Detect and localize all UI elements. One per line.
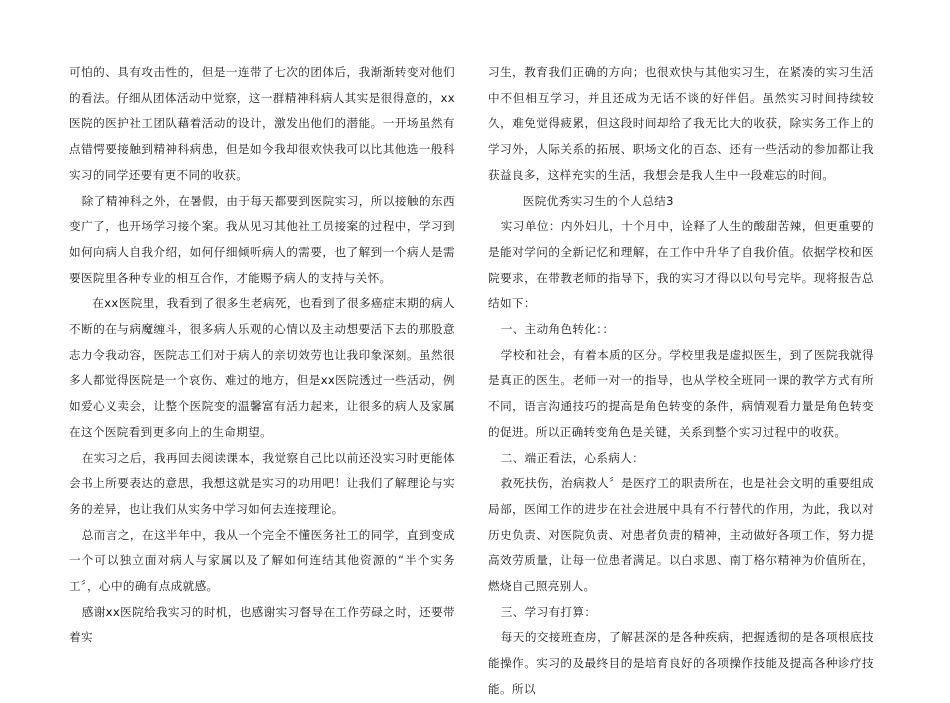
paragraph: 可怕的、具有攻击性的，但是一连带了七次的团体后，我渐渐转变对他们的看法。仔细从团体活动中觉察，这一群精神科病人其实是很得意的，xx医院的医护社工团队藉着活动的设计，激发出他们的潜能。一开场虽然有点错愕要接触到精神科病患，但是如今我却很欢快我可以比其他选一般科实习的同学还要有更不同的收获。 — [69, 65, 455, 182]
paragraph: 在实习之后，我再回去阅读课本，我觉察自己比以前还没实习时更能体会书上所要表达的意思，我想这就是实习的功用吧！让我们了解理论与实务的差异，也让我们从实务中学习如何去连接理论。 — [69, 450, 455, 516]
right-column — [488, 60, 874, 703]
paragraph: 实习单位：内外妇儿，十个月中，诠释了人生的酸甜苦辣，但更重要的是能对学问的全新记忆和理解，在工作中升华了自我价值。依据学校和医院要求，在带教老师的指导下，我的实习才得以以句号完毕。现将报告总结如下： — [488, 219, 874, 311]
paragraph: 救死扶伤，治病救人〞是医疗工的职责所在，也是社会文明的重要组成局部，医闻工作的进步在社会进展中具有不行替代的作用，为此，我以对历史负责、对医院负责、对患者负责的精神，主动做好各项工作，努力提高效劳质量，让每一位患者满足。以白求恩、南丁格尔精神为价值所在，燃烧自己照亮别人。 — [488, 476, 874, 594]
paragraph: 习生，教育我们正确的方向；也很欢快与其他实习生，在紧凑的实习生活中不但相互学习，并且还成为无话不谈的好伴侣。虽然实习时间持续较久，难免觉得疲累，但这段时间却给了我无比大的收获，除实务工作上的学习外，人际关系的拓展、职场文化的百态、还有一些活动的参加都让我获益良多，这样充实的生活，我想会是我人生中一段难忘的时间。 — [488, 65, 874, 182]
section-heading: 二、端正看法，心系病人： — [500, 450, 645, 465]
section-heading: 一、主动角色转化：： — [500, 322, 615, 337]
paragraph: 在xx医院里，我看到了很多生老病死，也看到了很多癌症末期的病人不断的在与病魔缠斗，很多病人乐观的心情以及主动想要活下去的那股意志力令我动容，医院志工们对于病人的亲切效劳也让我印象深刻。虽然很多人都觉得医院是一个哀伤、难过的地方，但是xx医院透过一些活动，例如爱心义卖会，让整个医院变的温馨富有活力起来，让很多的病人及家属在这个医院看到更多向上的生命期望。 — [69, 296, 455, 439]
paragraph: 总而言之，在这半年中，我从一个完全不懂医务社工的同学，直到变成一个可以独立面对病人与家属以及了解如何连结其他资源的“半个实务工〞，心中的确有点成就感。 — [69, 527, 455, 594]
left-column — [69, 60, 455, 651]
paragraph: 感谢xx医院给我实习的时机，也感谢实习督导在工作劳碌之时，还要带着实 — [69, 604, 455, 645]
paragraph: 除了精神科之外，在暑假，由于每天都要到医院实习，所以接触的东西变广了，也开场学习接个案。我从见习其他社工员接案的过程中，学习到如何向病人自我介绍，如何仔细倾听病人的需要，也了解到一个病人是需要医院里各种专业的相互合作，才能赐予病人的支持与关怀。 — [69, 193, 455, 285]
paragraph: 每天的交接班查房，了解甚深的是各种疾病，把握透彻的是各项根底技能操作。实习的及最终目的是培育良好的各项操作技能及提高各种诊疗技能。所以 — [488, 630, 874, 696]
section-heading: 三、学习有打算： — [500, 604, 597, 619]
paragraph: 学校和社会，有着本质的区分。学校里我是虚拟医生，到了医院我就得是真正的医生。老师一对一的指导，也从学校全班同一课的教学方式有所不同，语言沟通技巧的提高是角色转变的条件，病情观看力量是角色转变的促进。所以正确转变角色是关键，关系到整个实习过程中的收获。 — [488, 347, 874, 439]
section-title: 医院优秀实习生的个人总结3 — [522, 193, 674, 208]
